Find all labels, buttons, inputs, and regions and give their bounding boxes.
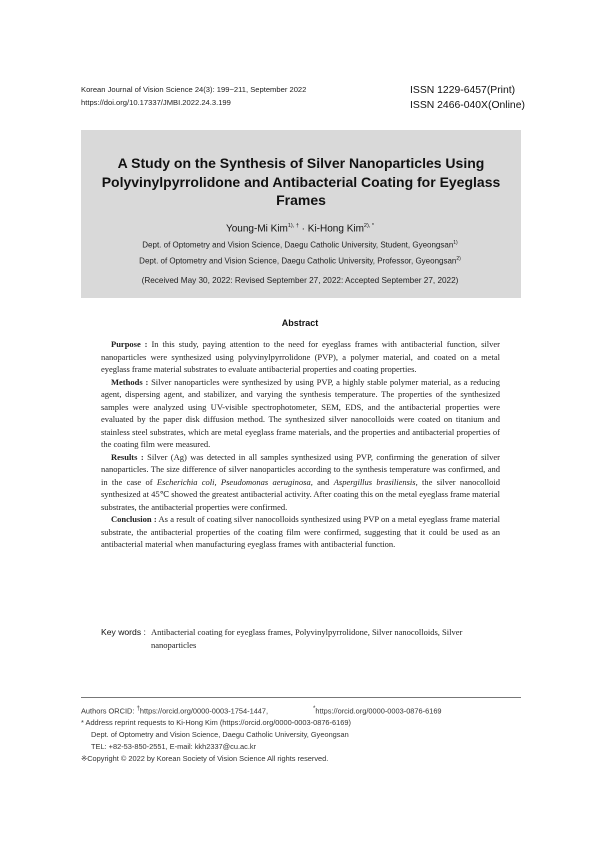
author-1: Young-Mi Kim <box>225 223 288 235</box>
results-species-2: Aspergillus brasiliensis <box>333 476 416 487</box>
orcid-2-link[interactable]: https://orcid.org/0000-0003-0876-6169 <box>315 706 442 716</box>
footnotes <box>81 703 521 765</box>
methods-paragraph <box>101 376 500 451</box>
results-species-1: Escherichia coli, Pseudomonas aeruginosa <box>156 476 311 487</box>
doi-link[interactable]: https://doi.org/10.17337/JMBI.2022.24.3.199 <box>81 97 231 107</box>
contact-line: TEL: +82-53-850-2551, E-mail: kkh2337@cu.ac.kr <box>91 742 257 752</box>
title-line-2: Polyvinylpyrrolidone and Antibacterial Coating for Eyeglass <box>101 173 501 190</box>
keywords-label: Key words : <box>101 627 146 637</box>
results-paragraph <box>101 451 500 514</box>
results-label: Results : <box>111 451 144 462</box>
author-2-mark: 2), * <box>363 223 375 229</box>
affiliation-2 <box>0 256 600 266</box>
orcid-1-link[interactable]: https://orcid.org/0000-0003-1754-1447, <box>139 706 269 716</box>
purpose-paragraph <box>101 338 500 376</box>
author-separator: · <box>298 223 308 235</box>
results-text: Silver (Ag) was detected in all samples synthesized using PVP, confirming the generation of silver nanoparticles. The size difference of silver nanoparticles according to the synthesis temperature was confirmed, and in the case of <box>101 451 500 487</box>
keywords-text: Antibacterial coating for eyeglass frames, Polyvinylpyrrolidone, Silver nanocolloids, Silver nanoparticles <box>151 627 463 650</box>
author-1-mark: 1), † <box>287 223 299 229</box>
affiliation-text: Dept. of Optometry and Vision Science, Daegu Catholic University, Professor, Gyeongsan <box>139 256 457 266</box>
affiliation-text: Dept. of Optometry and Vision Science, Daegu Catholic University, Student, Gyeongsan <box>142 240 454 250</box>
affiliation-mark: 1) <box>453 240 458 246</box>
orcid-label: Authors ORCID: <box>81 706 137 716</box>
orcid-2-mark: * <box>313 705 316 712</box>
journal-info <box>81 84 306 109</box>
orcid-line <box>81 703 521 717</box>
received-dates: (Received May 30, 2022: Revised September 27, 2022: Accepted September 27, 2022) <box>141 276 459 285</box>
title-line-3: Frames <box>276 192 326 208</box>
methods-label: Methods : <box>111 376 149 387</box>
journal-citation: Korean Journal of Vision Science 24(3): 199~211, September 2022 <box>81 85 307 94</box>
results-text: , the silver nanocolloid synthesized at 45℃ showed the greatest antibacterial activity. After coating this on the metal eyeglass frame material substrates, the antibacterial properties were confirmed. <box>101 476 500 512</box>
purpose-label: Purpose : <box>111 339 148 349</box>
footnote-divider <box>81 697 521 698</box>
affiliation-mark: 2) <box>456 256 461 262</box>
issn-online: ISSN 2466-040X(Online) <box>410 99 525 111</box>
abstract-heading: Abstract <box>281 318 319 328</box>
address-line: * Address reprint requests to Ki-Hong Kim (https://orcid.org/0000-0003-0876-6169) <box>81 718 351 728</box>
affiliation-1 <box>0 240 600 250</box>
abstract-body <box>101 338 500 551</box>
orcid-1-mark: † <box>136 705 140 712</box>
purpose-text: In this study, paying attention to the need for eyeglass frames with antibacterial function, silver nanoparticles were synthesized using polyvinylpyrrolidone (PVP), a polymer material, and coated on a metal eyeglass frame material substrates to evaluate antibacterial properties and coating properties. <box>101 339 500 374</box>
paper-title <box>81 154 521 210</box>
department-line: Dept. of Optometry and Vision Science, Daegu Catholic University, Gyeongsan <box>91 730 349 740</box>
conclusion-text: As a result of coating silver nanocolloids synthesized using PVP on a metal eyeglass frame material substrate, the antibacterial properties of the coating film were confirmed, suggesting that it could be used as an antibacterial material when manufacturing eyeglass frames with antibacterial function. <box>101 514 500 549</box>
title-box <box>81 130 521 298</box>
results-text: , and <box>310 476 334 487</box>
copyright-line: ※Copyright © 2022 by Korean Society of Vision Science All rights reserved. <box>81 754 329 764</box>
conclusion-label: Conclusion : <box>111 514 157 524</box>
issn-block <box>410 84 525 113</box>
author-line <box>0 223 600 234</box>
title-line-1: A Study on the Synthesis of Silver Nanoparticles Using <box>117 155 485 171</box>
issn-print: ISSN 1229-6457(Print) <box>410 85 516 96</box>
conclusion-paragraph <box>101 513 500 551</box>
author-2: Ki-Hong Kim <box>307 223 364 235</box>
methods-text: Silver nanoparticles were synthesized by using PVP, a highly stable polymer material, as a reducing agent, dispersing agent, and stabilizer, and varying the synthesis temperature. The properties of the synthesized samples were analyzed using UV-visible spectrophotometer, SEM, EDS, and the antibacterial properties were evaluated by the paper disk diffusion method. The synthesized silver nanocolloids were coated on titanium and stainless steel substrates, which are metal eyeglass frame materials, and the properties and antibacterial properties of the coating film were measured. <box>101 376 500 449</box>
